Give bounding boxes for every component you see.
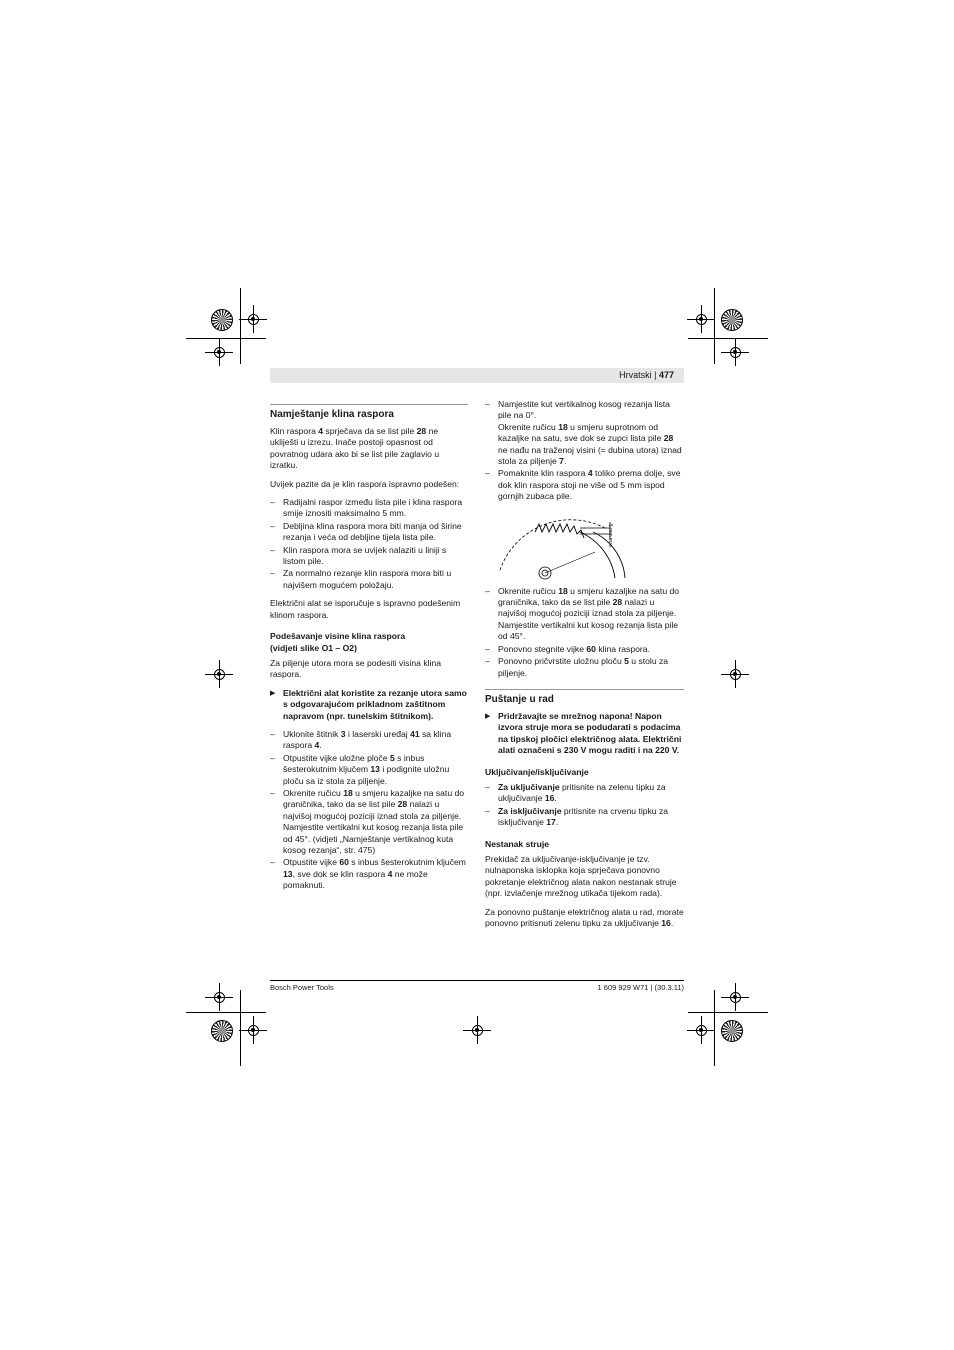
list-item: – Debljina klina raspora mora biti manja od širine rezanja i veća od debljine tijela lista pile. bbox=[270, 521, 468, 544]
heading-onoff: Uključivanje/isključivanje bbox=[485, 766, 589, 777]
saw-blade-figure bbox=[485, 510, 684, 580]
list-item: – Za uključivanje pritisnite na zelenu tipku za uključivanje 16. bbox=[485, 782, 684, 805]
list-item: – Za normalno rezanje klin raspora mora biti u najvišem mogućem položaju. bbox=[270, 568, 468, 591]
paragraph: Uvijek pazite da je klin raspora ispravno podešen: bbox=[270, 478, 460, 489]
paragraph: Klin raspora 4 sprječava da se list pile 28 ne ukliješti u izrezu. Inače postoji opasnost od povratnog udara ako bi se list pile zaglavio u izratku. bbox=[270, 426, 440, 471]
heading-wedge: Namještanje klina raspora bbox=[270, 404, 468, 421]
page-header-bar bbox=[270, 368, 684, 383]
crop-line bbox=[714, 990, 715, 1066]
figure-label: 5 mm max. bbox=[607, 523, 613, 549]
warning-note: ▶ Pridržavajte se mrežnog napona! Napon izvora struje mora se podudarati s podacima na tipskoj pločici električnog alata. Električni alati označeni s 230 V mogu raditi i na 220 V. bbox=[485, 711, 684, 757]
header-language: Hrvatski bbox=[619, 370, 652, 380]
footer-brand: Bosch Power Tools bbox=[270, 983, 334, 992]
list-item: – Okrenite ručicu 18 u smjeru kazaljke na satu do graničnika, tako da se list pile 28 nalazi u najvišoj mogućoj poziciji iznad stola za piljenje. Namjestite vertikalni kut kosog rezanja lista pile od 45°. bbox=[485, 586, 684, 643]
list-item: – Okrenite ručicu 18 u smjeru kazaljke na satu do graničnika, tako da se list pile 28 nalazi u najvišoj mogućoj poziciji iznad stola za piljenje. Namjestite vertikalni kut kosog rezanja lista pile od 45°. (vidjeti „Namještanje vertikalnog kuta kosog rezanja“, str. 475) bbox=[270, 788, 468, 856]
crop-line bbox=[240, 990, 241, 1066]
right-column bbox=[485, 399, 684, 936]
heading-start: Puštanje u rad bbox=[485, 689, 684, 706]
list-item: – Pomaknite klin raspora 4 toliko prema dolje, sve dok klin raspora stoji ne više od 5 mm ispod gornjih zubaca pile. bbox=[485, 468, 684, 502]
paragraph: Električni alat se isporučuje s ispravno podešenim klinom raspora. bbox=[270, 598, 461, 620]
list-item: – Uklonite štitnik 3 i laserski uređaj 41 sa klina raspora 4. bbox=[270, 729, 468, 752]
page-number: 477 bbox=[658, 370, 674, 380]
list-item: – Ponovno stegnite vijke 60 klina raspora. bbox=[485, 644, 684, 655]
list-item: – Radijalni raspor između lista pile i klina raspora smije iznositi maksimalno 5 mm. bbox=[270, 497, 468, 520]
heading-power: Nestanak struje bbox=[485, 838, 550, 849]
requirements-list bbox=[270, 497, 468, 591]
crop-line bbox=[240, 288, 241, 364]
list-item: – Otpustite vijke 60 s inbus šesterokutnim ključem 13, sve dok se klin raspora 4 ne može pomaknuti. bbox=[270, 857, 468, 891]
registration-sunburst bbox=[211, 1020, 233, 1042]
crop-line bbox=[186, 338, 266, 339]
steps-list bbox=[270, 729, 468, 892]
list-item: – Za isključivanje pritisnite na crvenu tipku za isključivanje 17. bbox=[485, 806, 684, 829]
paragraph: Za ponovno puštanje električnog alata u rad, morate ponovno pritisnuti zelenu tipku za uključivanje 16. bbox=[485, 906, 684, 928]
crop-line bbox=[714, 288, 715, 364]
footer-divider bbox=[270, 980, 684, 981]
footer-docnumber: 1 609 929 W71 | (30.3.11) bbox=[597, 983, 684, 992]
crop-line bbox=[688, 338, 768, 339]
registration-sunburst bbox=[721, 309, 743, 331]
saw-blade-diagram bbox=[485, 510, 684, 580]
steps-list bbox=[485, 586, 684, 679]
list-item: – Ponovno pričvrstite uložnu ploču 5 u stolu za piljenje. bbox=[485, 656, 684, 679]
list-item: – Namjestite kut vertikalnog kosog rezanja lista pile na 0°. Okrenite ručicu 18 u smjeru suprotnom od kazaljke na satu, sve dok se zupci lista pile 28 ne nađu na traženoj visini (= dubina utora) iznad stola za piljenje 7. bbox=[485, 399, 684, 467]
crop-line bbox=[688, 1012, 768, 1013]
paragraph: Za piljenje utora mora se podesiti visina klina raspora. bbox=[270, 657, 442, 680]
header-separator: | bbox=[654, 370, 657, 380]
left-column bbox=[270, 404, 468, 899]
paragraph: Prekidač za uključivanje-isključivanje je tzv. nulnaponska isklopka koja sprječava ponovno pokretanje električnog alata nakon nestanak struje (npr. izvlačenje mrežnog utikača tijekom rada). bbox=[485, 853, 677, 899]
page-header bbox=[619, 369, 674, 382]
registration-sunburst bbox=[721, 1020, 743, 1042]
heading-height: Podešavanje visine klina raspora (vidjeti slike O1 – O2) bbox=[270, 631, 406, 653]
crop-line bbox=[186, 1012, 266, 1013]
registration-sunburst bbox=[211, 309, 233, 331]
steps-list bbox=[485, 399, 684, 503]
switch-list bbox=[485, 782, 684, 829]
list-item: – Klin raspora mora se uvijek nalaziti u liniji s listom pile. bbox=[270, 545, 468, 568]
list-item: – Otpustite vijke uložne ploče 5 s inbus šesterokutnim ključem 13 i podignite uložnu ploču sa iz stola za piljenje. bbox=[270, 753, 468, 787]
warning-note: ▶ Električni alat koristite za rezanje utora samo s odgovarajućom prikladnom zaštitnom napravom (npr. tunelskim štitnikom). bbox=[270, 688, 468, 722]
